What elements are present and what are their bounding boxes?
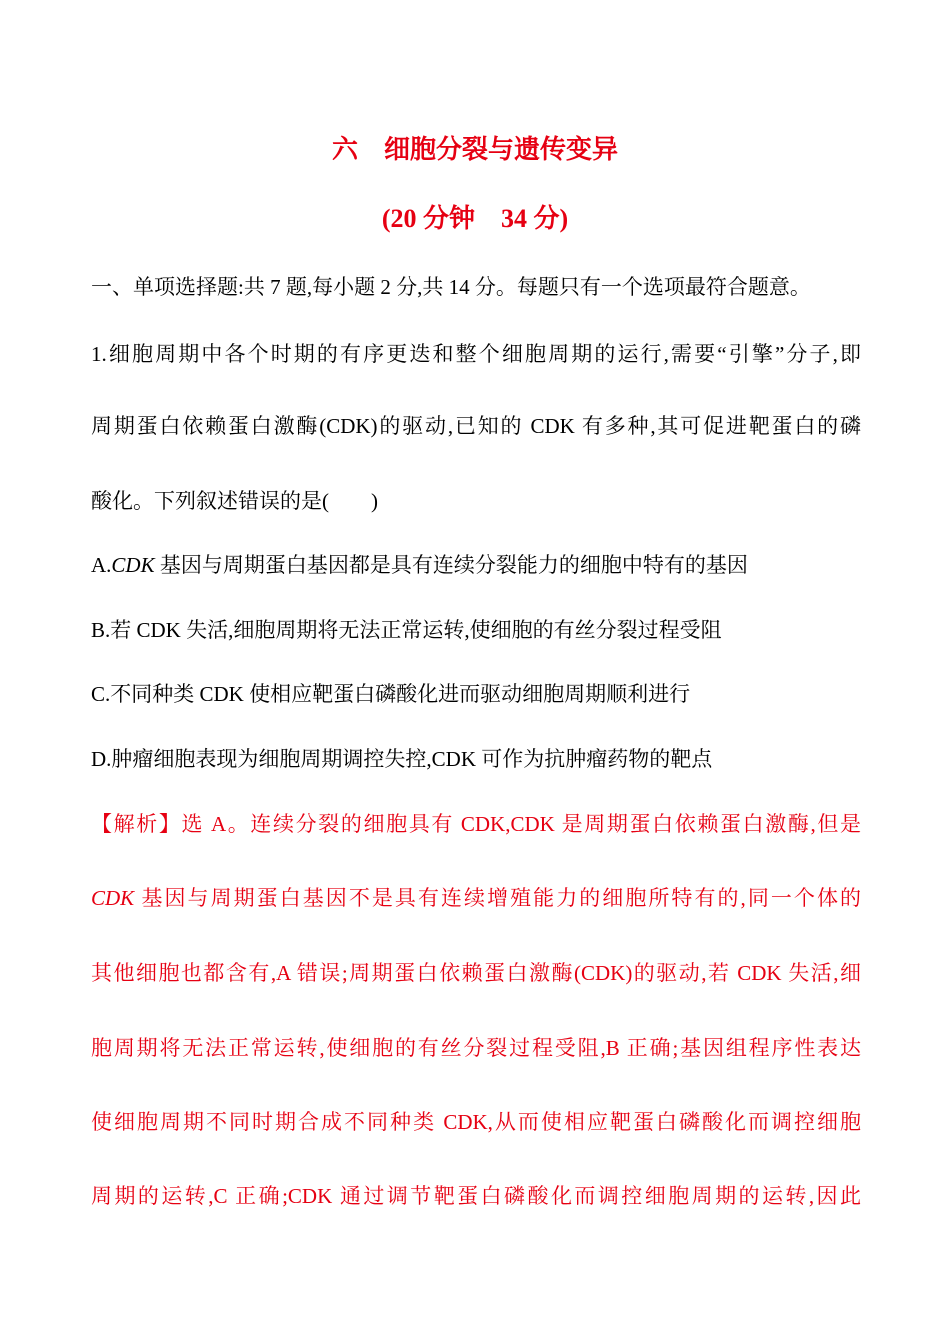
analysis-line-2-text: 基因与周期蛋白基因不是具有连续增殖能力的细胞所特有的,同一个体的 (134, 886, 861, 910)
analysis-line-2 (91, 883, 861, 913)
analysis-line-4: 胞周期将无法正常运转,使细胞的有丝分裂过程受阻,B 正确;基因组程序性表达 (91, 1036, 861, 1060)
analysis-line-1: 【解析】选 A。连续分裂的细胞具有 CDK,CDK 是周期蛋白依赖蛋白激酶,但是 (91, 812, 861, 836)
option-d: D.肿瘤细胞表现为细胞周期调控失控,CDK 可作为抗肿瘤药物的靶点 (91, 747, 713, 771)
page-title: 六 细胞分裂与遗传变异 (331, 135, 618, 164)
option-a-prefix: A. (91, 553, 112, 577)
section-heading: 一、单项选择题:共 7 题,每小题 2 分,共 14 分。每题只有一个选项最符合题意。 (91, 275, 811, 299)
question-stem-line-1: 1.细胞周期中各个时期的有序更迭和整个细胞周期的运行,需要“引擎”分子,即 (91, 342, 861, 366)
option-c: C.不同种类 CDK 使相应靶蛋白磷酸化进而驱动细胞周期顺利进行 (91, 682, 691, 706)
analysis-line-5: 使细胞周期不同时期合成不同种类 CDK,从而使相应靶蛋白磷酸化而调控细胞 (91, 1110, 861, 1134)
analysis-gene-italic: CDK (91, 886, 135, 910)
analysis-line-3: 其他细胞也都含有,A 错误;周期蛋白依赖蛋白激酶(CDK)的驱动,若 CDK 失活,细 (91, 961, 861, 985)
option-b: B.若 CDK 失活,细胞周期将无法正常运转,使细胞的有丝分裂过程受阻 (91, 618, 722, 642)
option-a-gene-italic: CDK (111, 553, 155, 577)
option-a (91, 550, 861, 580)
analysis-line-6: 周期的运转,C 正确;CDK 通过调节靶蛋白磷酸化而调控细胞周期的运转,因此 (91, 1184, 861, 1208)
question-stem-line-2: 周期蛋白依赖蛋白激酶(CDK)的驱动,已知的 CDK 有多种,其可促进靶蛋白的磷 (91, 414, 861, 438)
time-score-subtitle: (20 分钟 34 分) (381, 204, 569, 233)
option-a-text: 基因与周期蛋白基因都是具有连续分裂能力的细胞中特有的基因 (154, 553, 748, 577)
question-stem-line-3: 酸化。下列叙述错误的是( ) (91, 489, 378, 513)
